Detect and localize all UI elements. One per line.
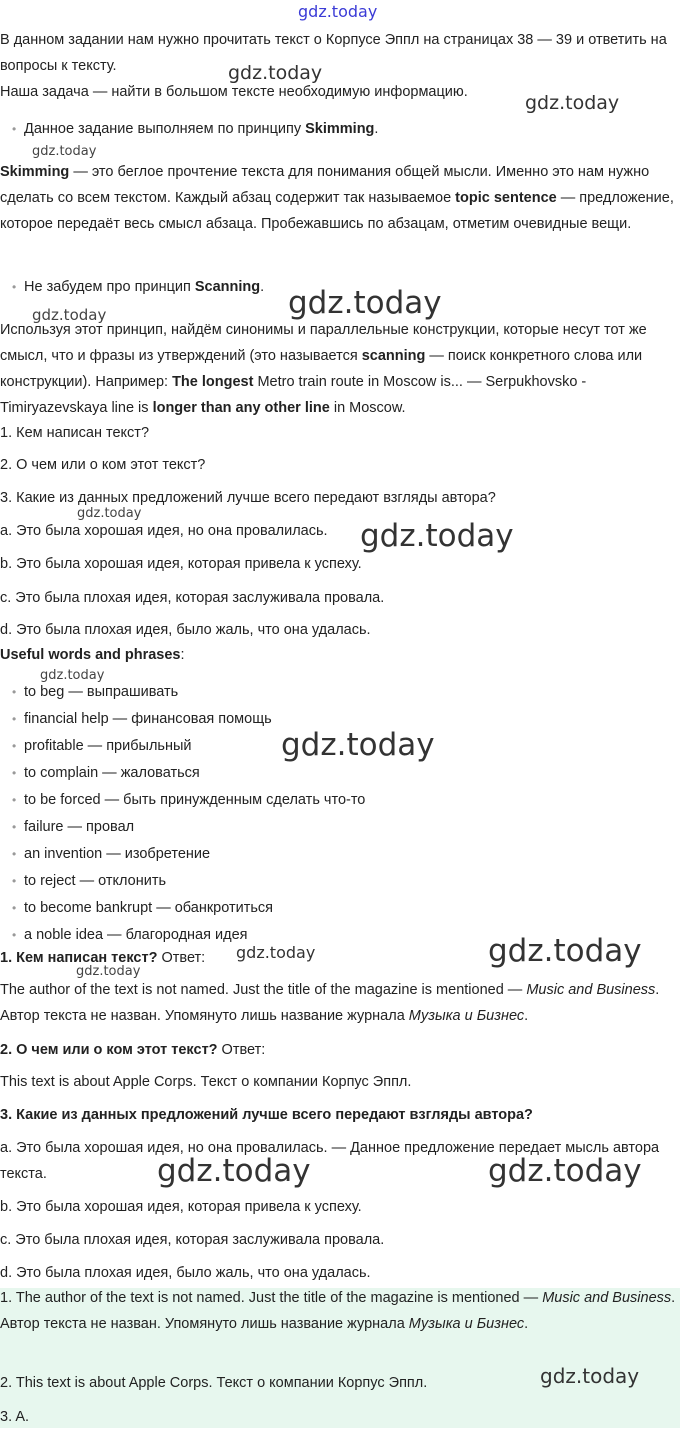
vocab-item: • an invention — изобретение: [13, 841, 210, 867]
watermark: gdz.today: [76, 964, 141, 979]
question-3: 3. Какие из данных предложений лучше всего передают взгляды автора?: [0, 490, 496, 506]
summary-3: 3. A.: [0, 1409, 30, 1425]
watermark: gdz.today: [288, 285, 442, 321]
vocab-item: • profitable — прибыльный: [13, 733, 192, 759]
useful-heading: Useful words and phrases:: [0, 647, 185, 663]
answer-3-option-a: a. Это была хорошая идея, но она провалилась. — Данное предложение передает мысль автора текста.: [0, 1140, 660, 1182]
option-d: d. Это была плохая идея, было жаль, что она удалась.: [0, 622, 371, 638]
summary-1: 1. The author of the text is not named. Just the title of the magazine is mentioned — Music and Business. Автор текста не назван. Упомянуто лишь название журнала Музыка и Бизнес.: [0, 1290, 676, 1332]
question-2: 2. О чем или о ком этот текст?: [0, 457, 206, 473]
watermark: gdz.today: [360, 518, 514, 554]
vocab-item: • failure — провал: [13, 814, 134, 840]
vocab-item: • to beg — выпрашивать: [13, 679, 178, 705]
vocab-item: • to become bankrupt — обанкротиться: [13, 895, 273, 921]
answer-1-text: The author of the text is not named. Just the title of the magazine is mentioned — Music and Business. Автор текста не назван. Упомянуто лишь название журнала Музыка и Бизнес.: [0, 982, 660, 1024]
watermark: gdz.today: [32, 144, 97, 159]
vocab-item: • financial help — финансовая помощь: [13, 706, 272, 732]
answer-2-heading: 2. О чем или о ком этот текст? Ответ:: [0, 1042, 266, 1058]
scanning-bullet: • Не забудем про принцип Scanning.: [13, 274, 264, 300]
answer-1-heading: 1. Кем написан текст? Ответ:: [0, 950, 206, 966]
skimming-bullet: • Данное задание выполняем по принципу Skimming.: [13, 116, 378, 142]
watermark: gdz.today: [40, 668, 105, 683]
watermark: gdz.today: [32, 306, 107, 324]
skimming-paragraph: Skimming — это беглое прочтение текста для понимания общей мысли. Именно это нам нужно сделать со всем текстом. Каждый абзац содержит так называемое topic sentence — предложение, которое передаёт весь смысл абзаца. Пробежавшись по абзацам, отметим очевидные вещи.: [0, 164, 674, 232]
option-a: a. Это была хорошая идея, но она провалилась.: [0, 523, 328, 539]
watermark: gdz.today: [236, 943, 316, 962]
answer-3-option-d: d. Это была плохая идея, было жаль, что она удалась.: [0, 1265, 371, 1281]
answer-2-text: This text is about Apple Corps. Текст о компании Корпус Эппл.: [0, 1074, 412, 1090]
watermark: gdz.today: [488, 1153, 642, 1189]
vocab-item: • to be forced — быть принужденным сделать что-то: [13, 787, 365, 813]
vocab-item: • to complain — жаловаться: [13, 760, 200, 786]
task-paragraph: Наша задача — найти в большом тексте необходимую информацию.: [0, 84, 468, 100]
summary-2: 2. This text is about Apple Corps. Текст о компании Корпус Эппл.: [0, 1375, 428, 1391]
option-c: c. Это была плохая идея, которая заслуживала провала.: [0, 590, 385, 606]
watermark: gdz.today: [157, 1153, 311, 1189]
answer-3-heading: 3. Какие из данных предложений лучше всего передают взгляды автора?: [0, 1107, 533, 1123]
scanning-paragraph: Используя этот принцип, найдём синонимы и параллельные конструкции, которые несут тот же смысл, что и фразы из утверждений (это называется scanning — поиск конкретного слова или конструкции). Например: The longest Metro train route in Moscow is... — Serpukhovsko -Timiryazevskaya line is longer than any other line in Moscow.: [0, 322, 647, 416]
watermark: gdz.today: [488, 933, 642, 969]
vocab-item: • a noble idea — благородная идея: [13, 922, 247, 948]
answer-3-option-b: b. Это была хорошая идея, которая привела к успеху.: [0, 1199, 362, 1215]
watermark: gdz.today: [525, 92, 620, 114]
watermark: gdz.today: [281, 727, 435, 763]
option-b: b. Это была хорошая идея, которая привела к успеху.: [0, 556, 362, 572]
answer-3-option-c: c. Это была плохая идея, которая заслуживала провала.: [0, 1232, 385, 1248]
vocab-item: • to reject — отклонить: [13, 868, 166, 894]
intro-paragraph: В данном задании нам нужно прочитать текст о Корпусе Эппл на страницах 38 — 39 и ответить на вопросы к тексту.: [0, 32, 667, 74]
watermark: gdz.today: [298, 2, 378, 21]
watermark: gdz.today: [228, 62, 323, 84]
question-1: 1. Кем написан текст?: [0, 425, 150, 441]
watermark: gdz.today: [77, 506, 142, 521]
watermark: gdz.today: [540, 1364, 640, 1388]
